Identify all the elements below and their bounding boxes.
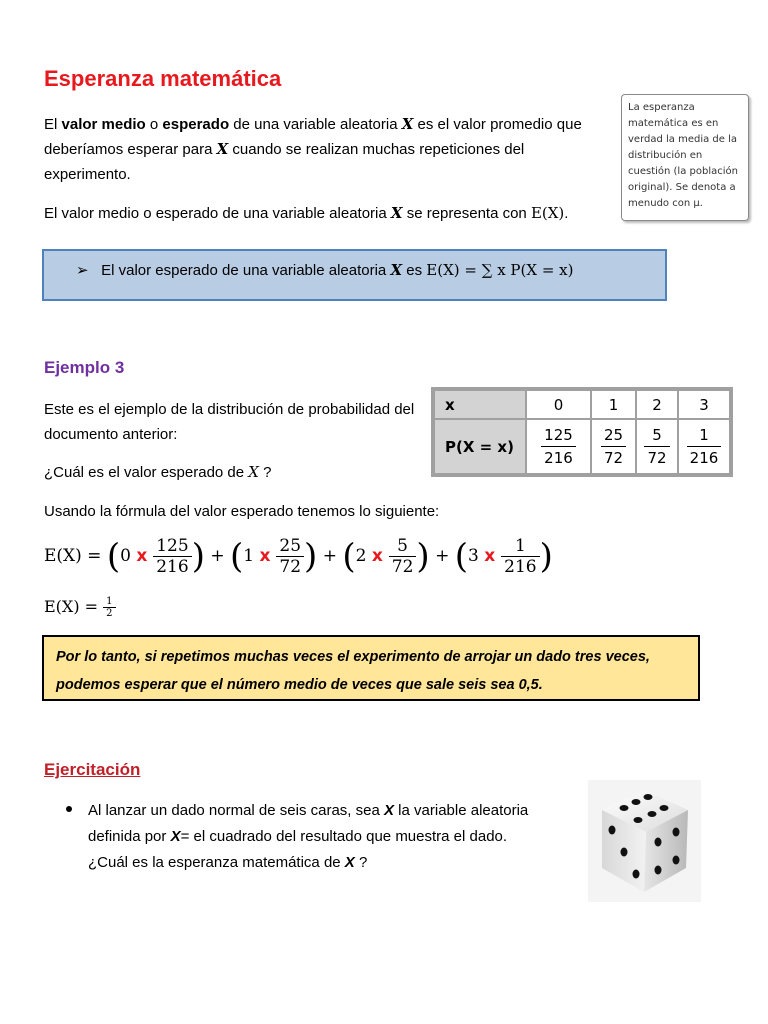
denominator: 72 — [603, 449, 624, 467]
bold-term-esperado: esperado — [162, 116, 230, 133]
table-cell: 3 — [678, 389, 731, 419]
text: cuando se realizan muchas repeticiones del experimento. — [44, 141, 525, 183]
text: . — [564, 205, 569, 222]
math-var: X — [384, 802, 395, 819]
left-paren: ( — [230, 536, 244, 577]
exercise-item — [88, 798, 568, 876]
denominator: 216 — [689, 449, 719, 467]
math-var: X — [344, 854, 355, 871]
numerator: 125 — [153, 536, 191, 557]
equation-lhs: E(X) = — [44, 597, 99, 616]
text: ? — [354, 854, 368, 871]
fraction — [389, 536, 417, 577]
text: ? — [258, 464, 272, 481]
text: = el cuadrado del resultado que muestra el dado. — [180, 828, 508, 845]
example-question — [44, 460, 271, 485]
numerator: 25 — [601, 424, 626, 447]
example-heading: Ejemplo 3 — [44, 358, 125, 377]
term-coefficient: 3 — [468, 546, 485, 566]
left-paren: ( — [342, 536, 356, 577]
bullet-icon — [66, 806, 72, 812]
dice-icon — [588, 780, 701, 902]
right-paren: ) — [539, 536, 553, 577]
right-paren: ) — [191, 536, 205, 577]
table-header-p: P(X = x) — [433, 419, 526, 475]
denominator: 72 — [647, 449, 667, 467]
conclusion-line: podemos esperar que el número medio de veces que sale seis sea 0,5. — [56, 677, 543, 693]
left-paren: ( — [454, 536, 468, 577]
text: es el valor promedio que deberíamos esperar para — [44, 116, 582, 158]
table-row — [433, 389, 731, 419]
example-intro: Este es el ejemplo de la distribución de probabilidad del documento anterior: — [44, 401, 415, 443]
text: es — [402, 262, 427, 279]
text: El valor esperado de una variable aleatoria — [101, 262, 391, 279]
formula-box — [42, 249, 667, 301]
denominator: 216 — [504, 557, 537, 577]
probability-table — [431, 387, 733, 477]
math-expectation: E(X) — [530, 204, 565, 222]
fraction — [501, 536, 539, 577]
times-sign: x — [136, 546, 154, 566]
denominator: 72 — [279, 557, 302, 577]
denominator: 72 — [391, 557, 414, 577]
table-cell — [526, 419, 591, 475]
fraction — [276, 536, 304, 577]
fraction — [153, 536, 191, 577]
fraction — [687, 424, 722, 469]
plus-sign: + — [317, 546, 343, 566]
right-paren: ) — [416, 536, 430, 577]
times-sign: x — [259, 546, 277, 566]
table-header-x: x — [433, 389, 526, 419]
result-equation — [44, 596, 116, 619]
left-paren: ( — [106, 536, 121, 577]
text: de una variable aleatoria — [229, 116, 402, 133]
right-paren: ) — [304, 536, 318, 577]
math-var: X — [390, 261, 403, 279]
numerator: 1 — [501, 536, 539, 557]
term-coefficient: 1 — [243, 546, 260, 566]
denominator: 216 — [544, 449, 573, 467]
math-var: X — [401, 115, 414, 133]
definition-paragraph — [44, 112, 604, 187]
denominator: 2 — [106, 608, 113, 619]
table-cell — [636, 419, 678, 475]
table-row — [433, 419, 731, 475]
numerator: 1 — [103, 596, 115, 608]
table-cell: 0 — [526, 389, 591, 419]
fraction — [601, 424, 626, 469]
page-title: Esperanza matemática — [44, 66, 282, 91]
expected-value-formula: E(X) = ∑ x P(X = x) — [426, 261, 574, 279]
table-cell: 1 — [591, 389, 636, 419]
table-cell — [678, 419, 731, 475]
numerator: 25 — [276, 536, 304, 557]
conclusion-box — [42, 635, 700, 701]
numerator: 5 — [644, 424, 669, 447]
text: El valor medio o esperado de una variable aleatoria — [44, 205, 391, 222]
numerator: 125 — [541, 424, 576, 447]
plus-sign: + — [204, 546, 231, 566]
fraction — [541, 424, 576, 469]
math-var: X — [390, 204, 403, 222]
example-formula-intro: Usando la fórmula del valor esperado tenemos lo siguiente: — [44, 503, 440, 520]
notation-paragraph — [44, 201, 624, 226]
formula-line — [76, 258, 573, 283]
text: o — [145, 116, 163, 133]
term-coefficient: 2 — [355, 546, 372, 566]
denominator: 216 — [156, 557, 189, 577]
math-var: X — [170, 828, 181, 845]
text: El — [44, 116, 62, 133]
numerator: 1 — [687, 424, 722, 447]
text: Al lanzar un dado normal de seis caras, sea — [88, 802, 384, 819]
times-sign: x — [484, 546, 502, 566]
text: ¿Cuál es la esperanza matemática de — [88, 854, 345, 871]
fraction — [644, 424, 669, 469]
table-cell: 2 — [636, 389, 678, 419]
equation-lhs: E(X) = — [44, 546, 102, 566]
text: ¿Cuál es el valor esperado de — [44, 464, 249, 481]
bold-term-valor-medio: valor medio — [61, 116, 146, 133]
fraction-result — [103, 596, 115, 619]
arrow-bullet-icon: ➢ — [76, 262, 89, 279]
exercise-heading: Ejercitación — [44, 760, 141, 779]
numerator: 5 — [389, 536, 417, 557]
conclusion-line: Por lo tanto, si repetimos muchas veces el experimento de arrojar un dado tres veces, — [56, 649, 650, 665]
math-var: X — [248, 463, 259, 481]
table-cell — [591, 419, 636, 475]
text: la variable aleatoria definida por — [88, 802, 529, 845]
expected-value-computation — [44, 536, 553, 577]
dice-image — [588, 780, 701, 902]
text: se representa con — [402, 205, 531, 222]
times-sign: x — [371, 546, 389, 566]
equation-terms — [106, 536, 553, 577]
plus-sign: + — [429, 546, 455, 566]
term-coefficient: 0 — [120, 546, 137, 566]
math-var: X — [216, 140, 229, 158]
side-note-box: La esperanza matemática es en verdad la media de la distribución en cuestión (la población original). Se denota a menudo con μ. — [621, 94, 749, 221]
